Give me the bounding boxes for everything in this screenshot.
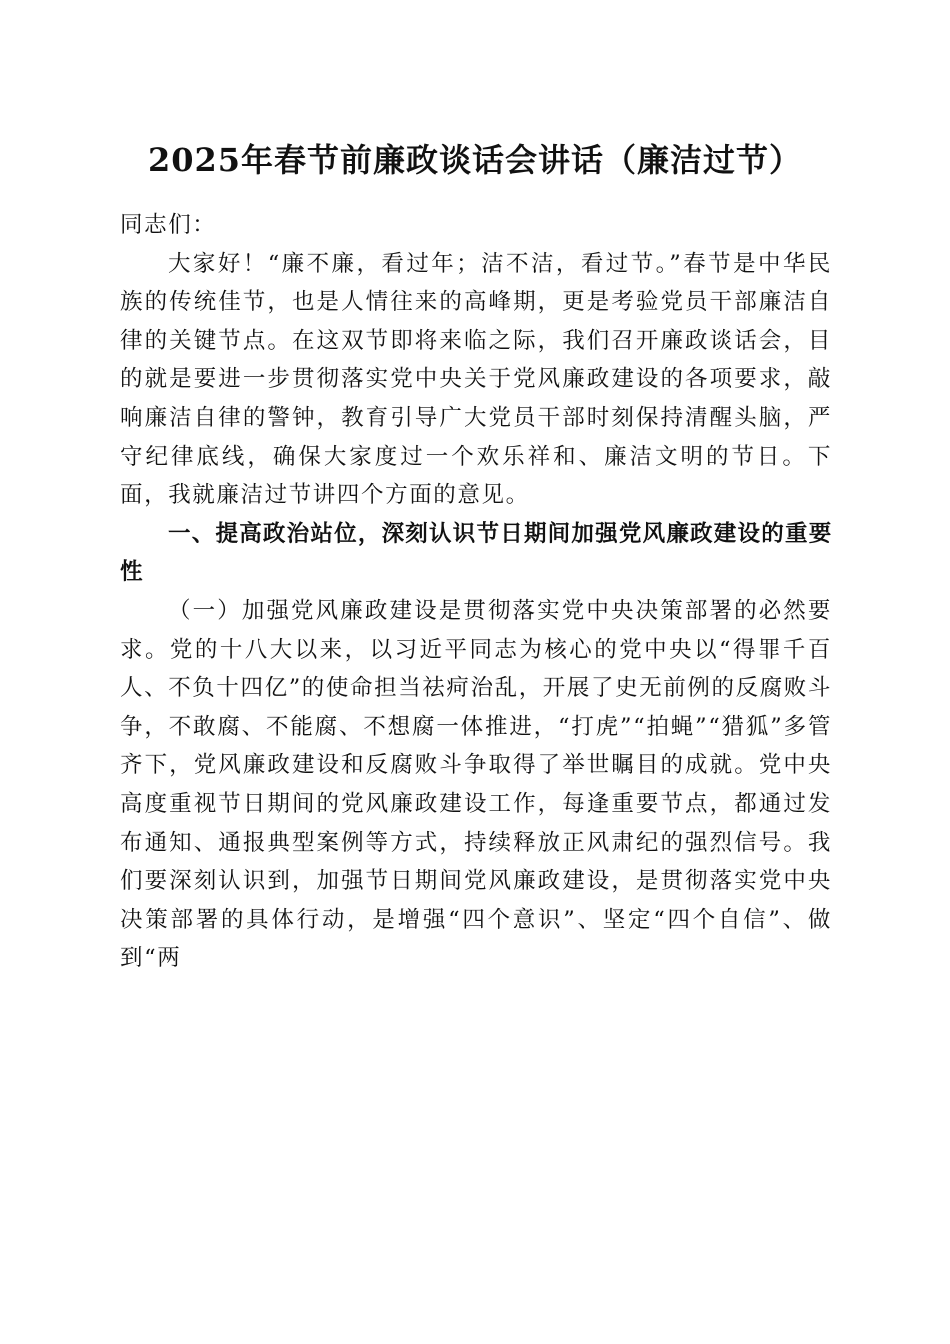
salutation: 同志们：: [120, 212, 217, 238]
section-heading: 一、提高政治站位，深刻认识节日期间加强党风廉政建设的重要性: [120, 520, 832, 586]
intro-paragraph: 大家好！“廉不廉，看过年；洁不洁，看过节。”春节是中华民族的传统佳节，也是人情往来的高峰期，更是考验党员干部廉洁自律的关键节点。在这双节即将来临之际，我们召开廉政谈话会，目的就是要进一步贯彻落实党中央关于党风廉政建设的各项要求，敲响廉洁自律的警钟，教育引导广大党员干部时刻保持清醒头脑，严守纪律底线，确保大家度过一个欢乐祥和、廉洁文明的节日。下面，我就廉洁过节讲四个方面的意见。: [120, 250, 832, 509]
document-title: 2025年春节前廉政谈话会讲话（廉洁过节）: [147, 141, 803, 179]
subsection-paragraph: （一）加强党风廉政建设是贯彻落实党中央决策部署的必然要求。党的十八大以来，以习近平同志为核心的党中央以“得罪千百人、不负十四亿”的使命担当祛疴治乱，开展了史无前例的反腐败斗争，不敢腐、不能腐、不想腐一体推进，“打虎”“拍蝇”“猎狐”多管齐下，党风廉政建设和反腐败斗争取得了举世瞩目的成就。党中央高度重视节日期间的党风廉政建设工作，每逢重要节点，都通过发布通知、通报典型案例等方式，持续释放正风肃纪的强烈信号。我们要深刻认识到，加强节日期间党风廉政建设，是贯彻落实党中央决策部署的具体行动，是增强“四个意识”、坚定“四个自信”、做到“两: [120, 597, 833, 972]
document-body: [120, 206, 832, 978]
